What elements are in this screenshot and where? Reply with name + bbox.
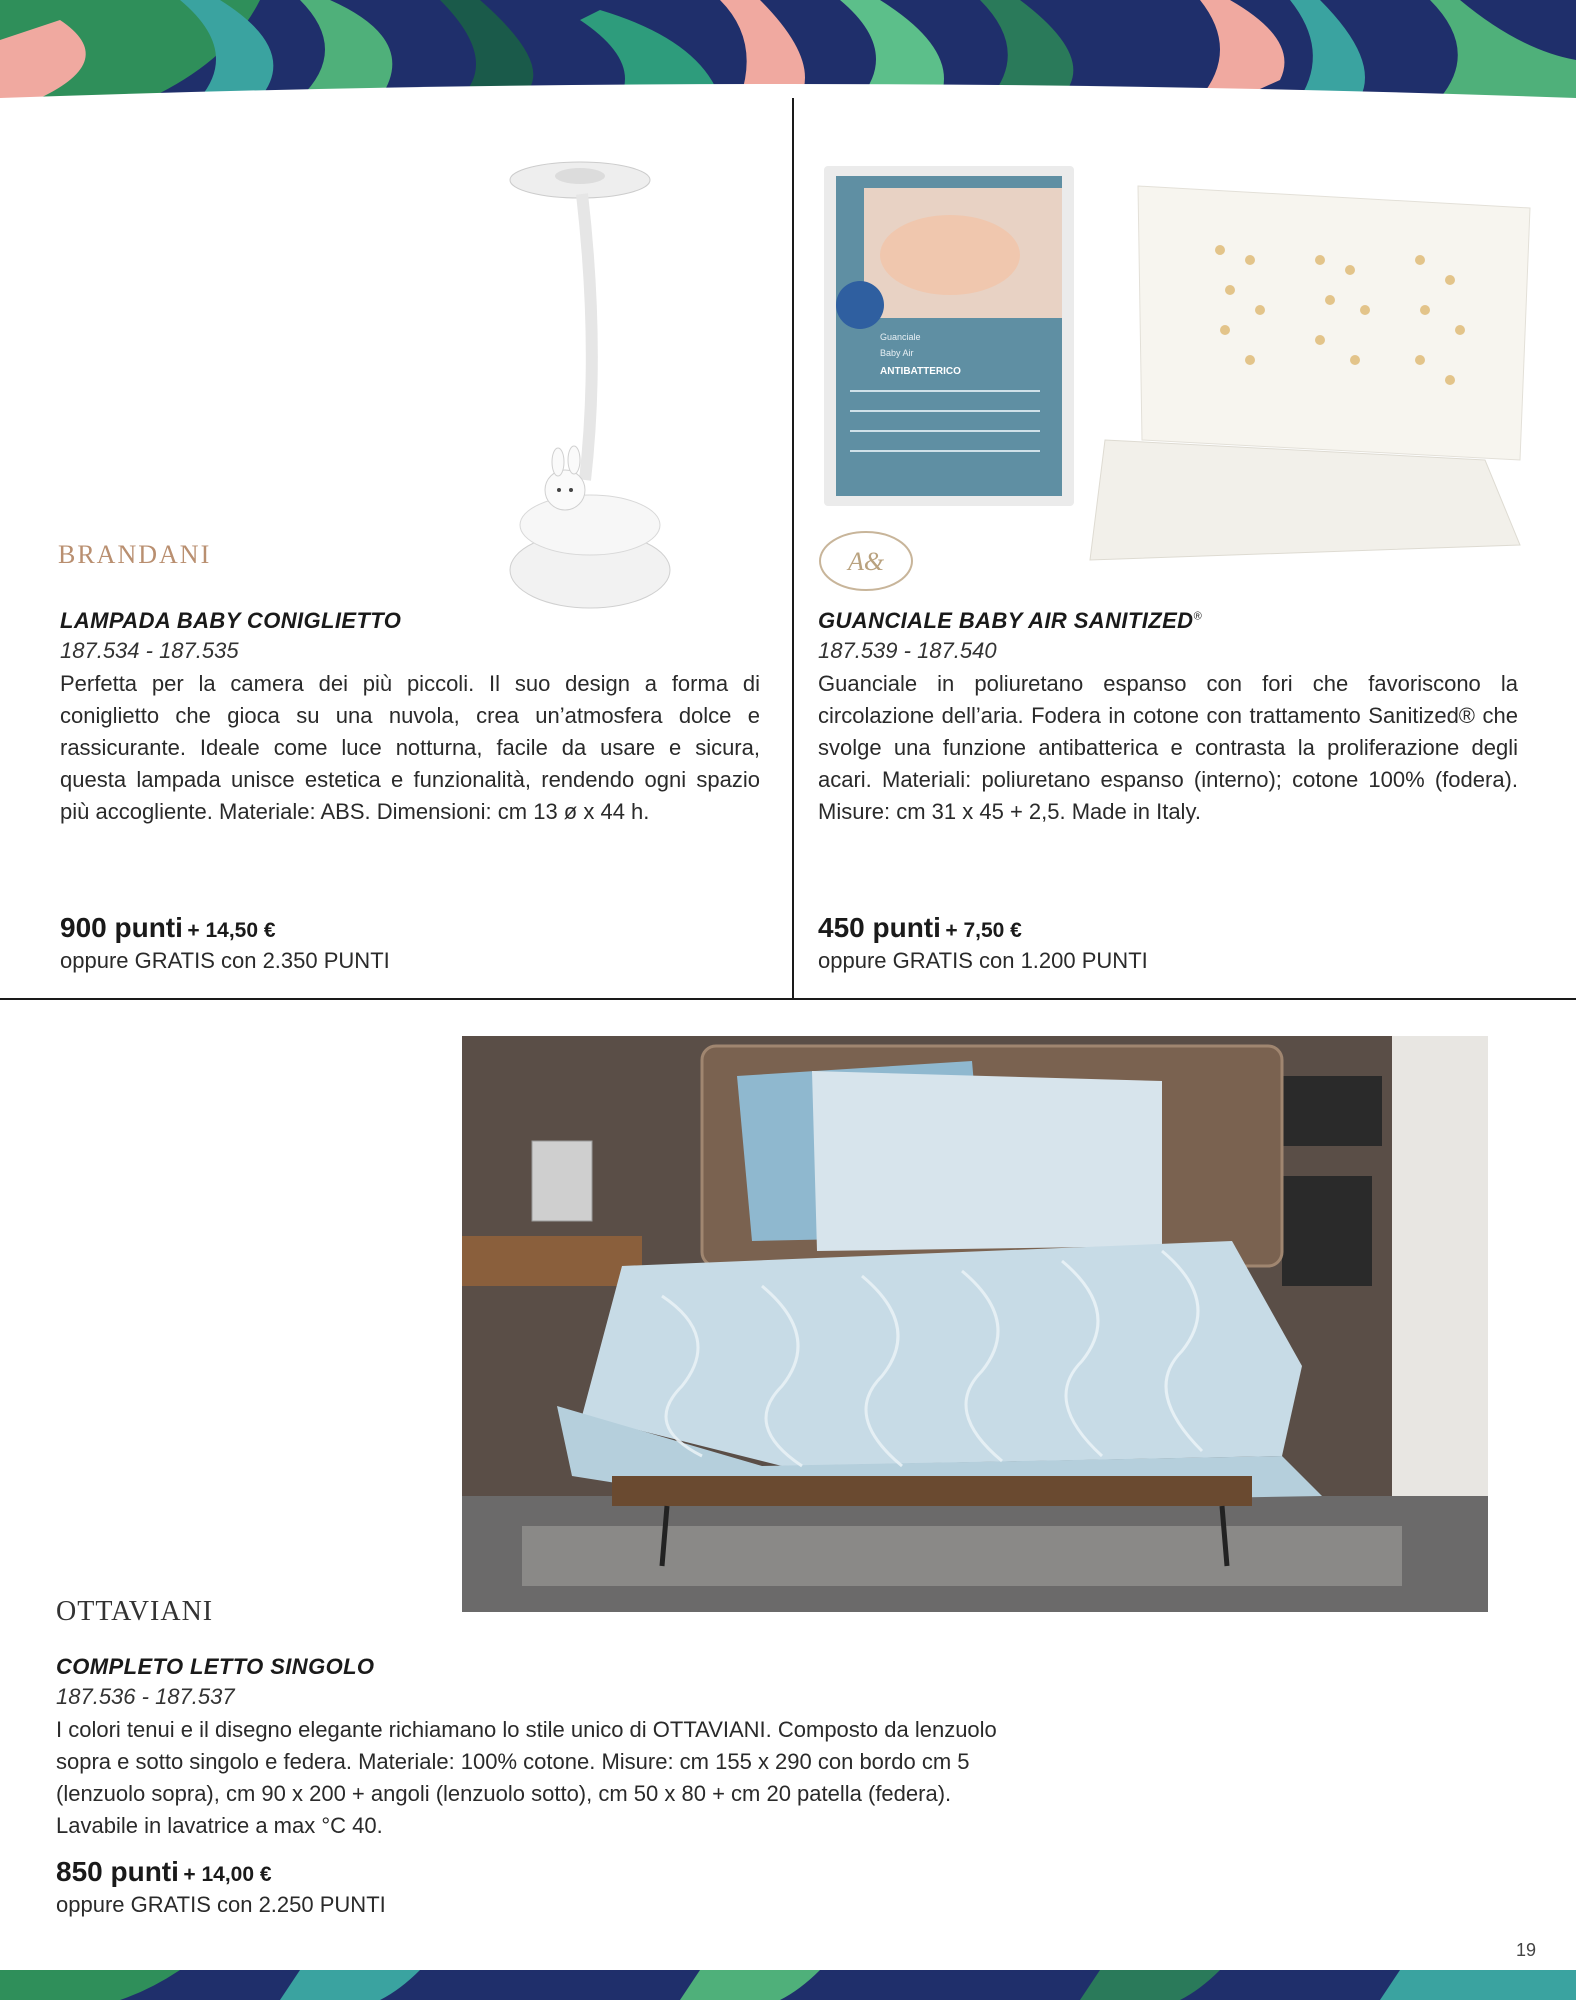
jungle-leaves-strip <box>0 1970 1576 2000</box>
package-label-1: Guanciale <box>880 332 921 342</box>
product-title-text: GUANCIALE BABY AIR SANITIZED <box>818 608 1194 633</box>
price-alternative: oppure GRATIS con 2.350 PUNTI <box>60 948 390 973</box>
product-pillow-text <box>818 608 1518 828</box>
price-extra: + 14,00 € <box>183 1863 272 1886</box>
price-block-lamp <box>60 912 390 974</box>
price-extra: + 14,50 € <box>187 919 276 942</box>
product-title: COMPLETO LETTO SINGOLO <box>56 1654 375 1679</box>
product-description: Guanciale in poliuretano espanso con fori che favoriscono la circolazione dell’aria. Fodera in cotone con trattamento Sanitized® che svolge una funzione antibatterica e contrasta la proliferazione degli acari. Materiali: poliuretano espanso (interno); cotone 100% (fodera). Misure: cm 31 x 45 + 2,5. Made in Italy. <box>818 671 1518 824</box>
package-label-3: ANTIBATTERICO <box>880 366 961 377</box>
product-image-bed <box>462 1036 1488 1612</box>
registered-mark: ® <box>1193 610 1202 623</box>
product-description: I colori tenui e il disegno elegante richiamano lo stile unico di OTTAVIANI. Composto da lenzuolo sopra e sotto singolo e federa. Materiale: 100% cotone. Misure: cm 155 x 290 con bordo cm 5 (lenzuolo sopra), cm 90 x 200 + angoli (lenzuolo sotto), cm 50 x 80 + cm 20 patella (federa). Lavabile in lavatrice a max °C 40. <box>56 1717 997 1838</box>
brand-logo-ottaviani: OTTAVIANI <box>56 1596 214 1627</box>
horizontal-divider <box>0 998 1576 1000</box>
page-number: 19 <box>1515 1940 1536 1960</box>
vertical-divider <box>792 98 794 1000</box>
jungle-leaves-illustration <box>0 0 1576 98</box>
top-decorative-banner <box>0 0 1576 98</box>
brand-logo-a-and <box>818 530 914 592</box>
price-alternative: oppure GRATIS con 1.200 PUNTI <box>818 948 1148 973</box>
a-and-logo-text: A& <box>847 547 885 576</box>
product-codes: 187.539 - 187.540 <box>818 638 997 663</box>
price-alternative: oppure GRATIS con 2.250 PUNTI <box>56 1892 386 1917</box>
price-block-pillow <box>818 912 1148 974</box>
brand-logo-brandani: BRANDANI <box>58 540 212 569</box>
package-label-2: Baby Air <box>880 348 914 358</box>
price-points: 450 punti <box>818 912 941 943</box>
product-lamp-text <box>60 608 760 828</box>
product-description: Perfetta per la camera dei più piccoli. Il suo design a forma di coniglietto che gioca su una nuvola, crea un’atmosfera dolce e rassicurante. Ideale come luce notturna, facile da usare e sicura, questa lampada unisce estetica e funzionalità, rendendo ogni spazio più accogliente. Materiale: ABS. Dimensioni: cm 13 ø x 44 h. <box>60 671 760 824</box>
product-title <box>818 608 1518 634</box>
product-title: LAMPADA BABY CONIGLIETTO <box>60 608 402 633</box>
price-points: 850 punti <box>56 1856 179 1887</box>
bottom-decorative-banner <box>0 1970 1576 2000</box>
product-image-lamp <box>490 150 690 620</box>
price-block-bed <box>56 1856 386 1918</box>
product-codes: 187.536 - 187.537 <box>56 1684 235 1709</box>
price-points: 900 punti <box>60 912 183 943</box>
product-image-pillow <box>820 160 1540 580</box>
price-extra: + 7,50 € <box>945 919 1022 942</box>
product-codes: 187.534 - 187.535 <box>60 638 239 663</box>
product-bed-text <box>56 1654 1016 1842</box>
